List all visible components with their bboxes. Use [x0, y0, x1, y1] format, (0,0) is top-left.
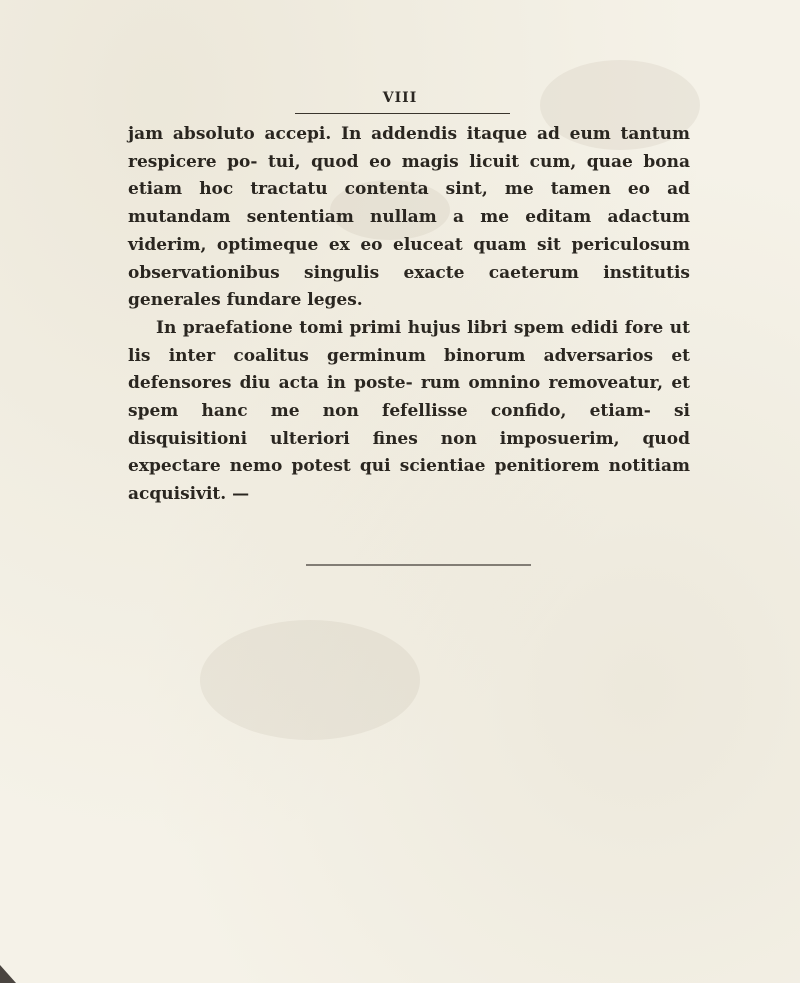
page-number: VIII	[382, 90, 418, 106]
paragraph-1: jam absoluto accepi. In addendis itaque ad eum tantum respicere po- tui, quod eo magis licuit cum, quae bona etiam hoc tractatu contenta sint, me tamen eo ad mutandam sententiam nullam a me editam adactum viderim, optimeque ex eo eluceat quam sit periculosum observationibus singulis exacte caeterum institutis generales fundare leges.	[128, 124, 690, 311]
header-rule	[295, 113, 510, 114]
bleed-through-rule	[306, 564, 531, 566]
paper-stain	[200, 620, 420, 740]
main-text	[128, 121, 690, 509]
page-corner-mark	[0, 943, 40, 983]
paragraph-2: In praefatione tomi primi hujus libri spem edidi fore ut lis inter coalitus germinum binorum adversarios et defensores diu acta in poste- rum omnino removeatur, et spem hanc me non fefellisse confido, etiam- si disquisitioni ulteriori fines non imposuerim, quod expectare nemo potest qui scientiae penitiorem notitiam acquisivit. —	[128, 317, 690, 505]
